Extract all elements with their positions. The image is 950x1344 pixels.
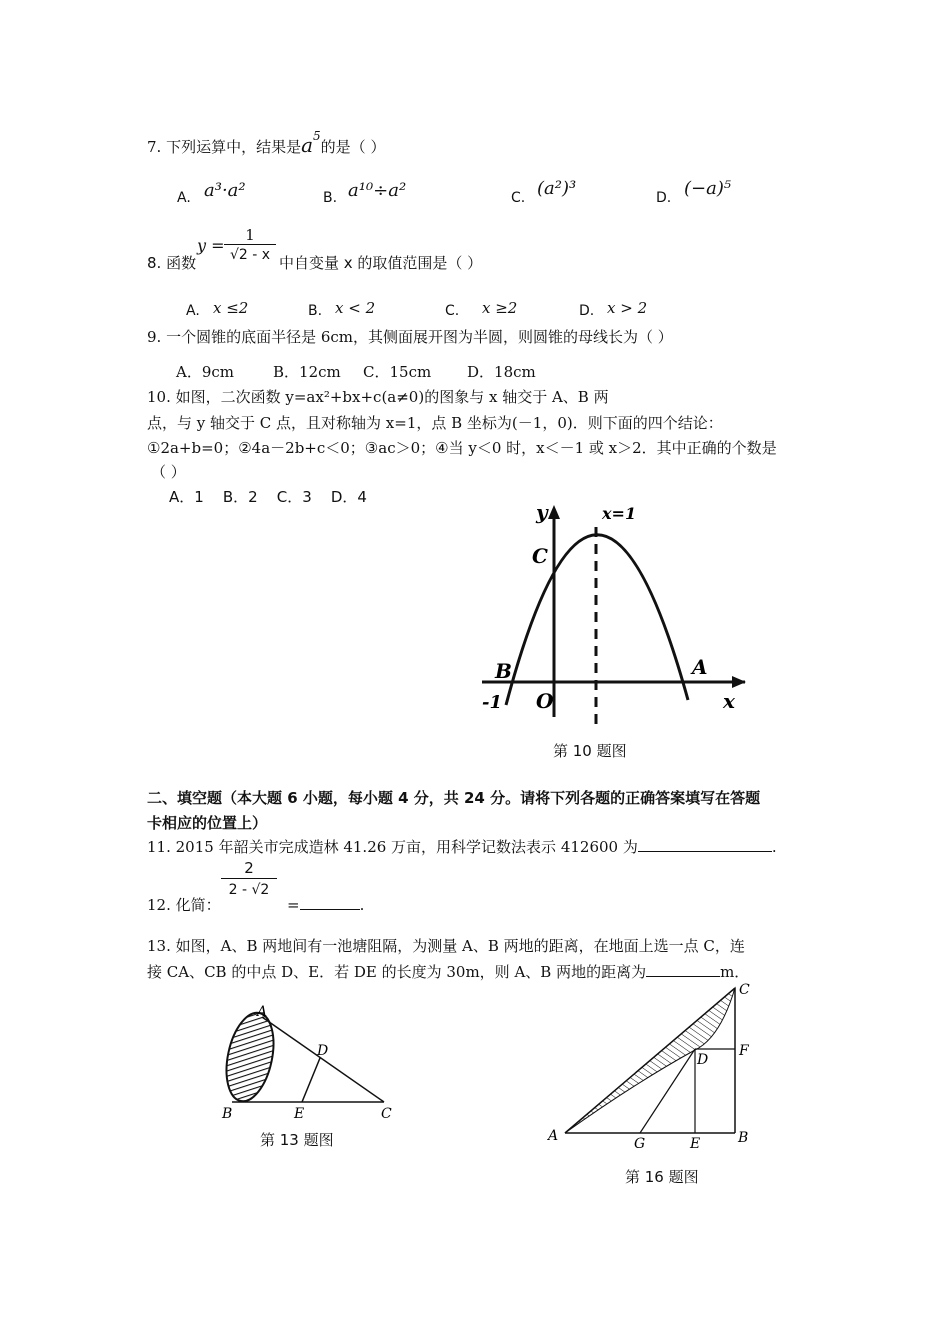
q10-figure-caption: 第 10 题图 [553,742,627,760]
q13-label-e: E [294,1106,305,1122]
q8-lhs: y = [197,236,225,255]
q16-label-e: E [690,1136,701,1150]
q8-denominator: √2 - x [224,244,276,265]
q10-label-o: O [536,689,554,713]
q10-options: A．1 B．2 C．3 D．4 [169,488,367,506]
q8-option-d-expr: x > 2 [607,299,648,317]
q13-line-2-text: 接 CA、CB 的中点 D、E．若 DE 的长度为 30m，则 A、B 两地的距离为 [147,963,647,981]
q12-end: . [359,896,365,914]
q10-line-3: ①2a+b=0；②4a－2b+c＜0；③ac＞0；④当 y＜0 时，x＜－1 或 x＞2．其中正确的个数是 [147,439,777,457]
q10-line-1: 10. 如图，二次函数 y=ax²+bx+c(a≠0)的图象与 x 轴交于 A、B 两 [147,388,609,406]
q10-label-axis: x=1 [602,504,637,523]
q12-answer-blank[interactable] [300,894,360,910]
q13-label-b: B [222,1106,233,1122]
q7-stem-prefix: 7. 下列运算中，结果是 [147,138,302,156]
q10-label-b: B [495,659,512,683]
q8-suffix: 中自变量 x 的取值范围是（ ） [279,254,483,272]
q8-option-d-label: D. [579,303,595,319]
q8-option-b-label: B. [308,303,323,319]
q8-option-b-expr: x < 2 [335,299,376,317]
q12-prefix: 12. 化简： [147,896,221,914]
q8-prefix: 8. 函数 [147,254,197,272]
q7-stem-sup: 5 [313,129,321,143]
q13-label-d: D [317,1043,329,1059]
q8-option-a-label: A. [186,303,200,319]
q10-line-4: （ ） [151,463,186,481]
q11-answer-blank[interactable] [638,836,772,852]
q10-label-y: y [536,500,548,524]
q8-option-c-label: C. [445,303,460,319]
q12-answer [287,894,364,916]
q13-segment-ac [262,1017,384,1102]
q10-label-c: C [532,544,548,568]
q12-numerator: 2 [244,859,254,877]
q7-stem-expr: a [301,133,314,157]
q16-figure-caption: 第 16 题图 [625,1168,699,1186]
q7-option-a-expr: a³·a² [204,180,246,201]
q7-option-a-label: A. [177,190,191,206]
q13-answer-blank[interactable] [646,961,720,977]
q13-line-2-end: m． [720,963,750,981]
q16-figure [540,978,760,1150]
q13-label-c: C [381,1106,392,1122]
q13-figure [210,1000,410,1125]
q11-end: . [771,838,777,856]
section2-line-1: 二、填空题（本大题 6 小题，每小题 4 分，共 24 分。请将下列各题的正确答案填写在答题 [147,789,761,807]
section2-line-2: 卡相应的位置上） [147,814,268,832]
q9-option-d: D．18cm [467,363,536,381]
q12-fraction [221,858,277,901]
q13-figure-caption: 第 13 题图 [260,1131,334,1149]
q7-option-d-expr: (−a)⁵ [684,178,732,199]
q12-denominator: 2 - √2 [221,878,277,901]
q16-label-f: F [739,1043,749,1059]
q16-label-d: D [697,1052,709,1068]
q16-label-b: B [738,1130,749,1146]
q16-label-a: A [548,1128,559,1144]
q16-label-g: G [634,1136,646,1150]
q10-x-arrow [732,676,746,688]
q10-figure [470,495,760,730]
q16-label-c: C [739,982,750,998]
q7-stem-suffix: 的是（ ） [320,138,386,156]
q13-label-a: A [257,1004,268,1020]
q9-stem: 9. 一个圆锥的底面半径是 6cm，其侧面展开图为半圆，则圆锥的母线长为（ ） [147,328,673,346]
q7-option-b-expr: a¹⁰÷a² [348,180,407,201]
q10-y-arrow [548,505,560,519]
q13-segment-de [302,1058,320,1102]
q16-segment-ac [565,988,735,1133]
q12-eq: = [287,896,300,914]
q7-stem [147,131,385,158]
q7-option-b-label: B. [323,190,338,206]
q11-text: 11. 2015 年韶关市完成造林 41.26 万亩，用科学记数法表示 412600 为 [147,838,638,856]
q8-numerator: 1 [245,226,255,244]
q11-line [147,836,777,858]
q10-label-x: x [723,689,735,713]
q13-line-1: 13. 如图，A、B 两地间有一池塘阻隔，为测量 A、B 两地的距离，在地面上选一点 C，连 [147,937,745,955]
q9-option-c: C．15cm [363,363,432,381]
q8-option-a-expr: x ≤2 [213,299,249,317]
q7-option-c-label: C. [511,190,526,206]
q10-line-2: 点，与 y 轴交于 C 点，且对称轴为 x=1，点 B 坐标为(－1，0)．则下面的四个结论： [147,414,723,432]
q7-option-c-expr: (a²)³ [537,178,577,199]
q10-label-neg1: -1 [482,692,502,713]
q8-fraction [224,226,276,265]
q10-label-a: A [692,655,708,679]
q9-option-b: B．12cm [273,363,341,381]
q8-option-c-expr: x ≥2 [482,299,518,317]
q7-option-d-label: D. [656,190,672,206]
q9-option-a: A．9cm [176,363,235,381]
